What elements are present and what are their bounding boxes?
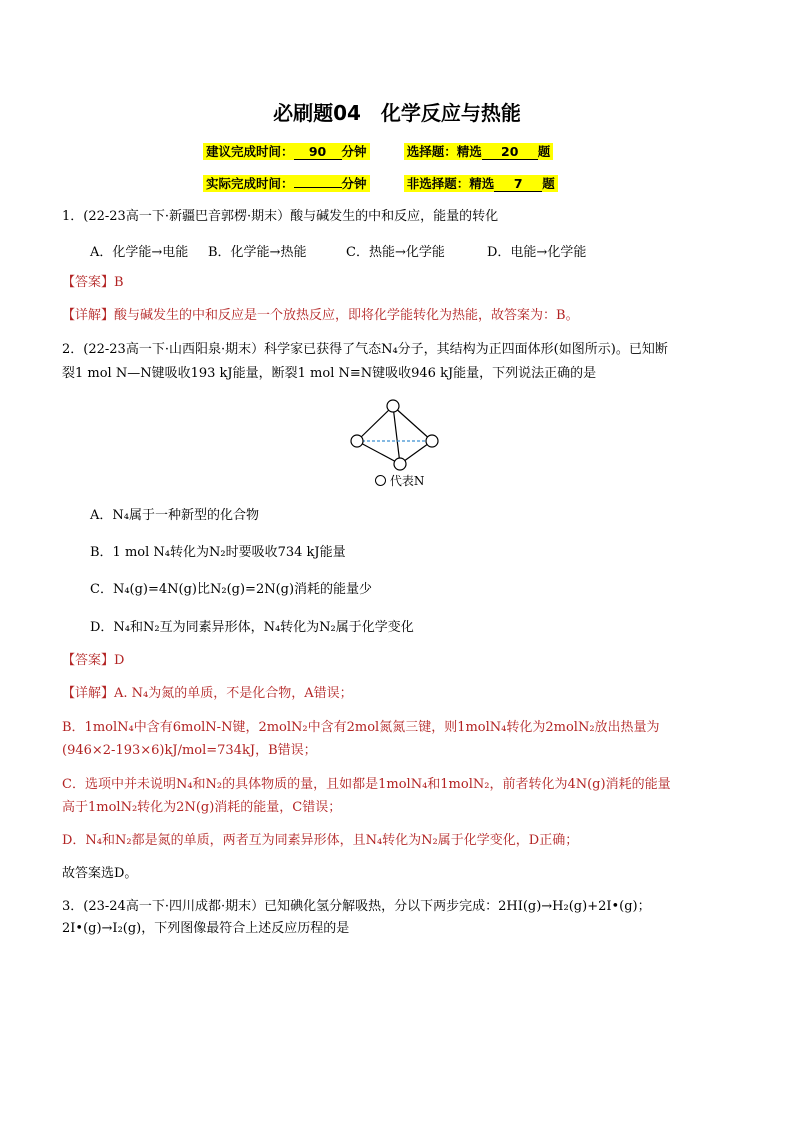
nitrogen-atom xyxy=(387,400,399,412)
q1-answer xyxy=(62,273,124,293)
time-row-actual xyxy=(203,173,558,192)
time-row-suggested xyxy=(203,141,553,160)
q2-detail-conclusion: 故答案选D。 xyxy=(62,866,138,881)
actual-minutes xyxy=(294,187,342,188)
q1-option-a: A．化学能→电能 xyxy=(90,245,189,260)
q2-detail-label: 【详解】 xyxy=(62,686,115,701)
page-title: 必刷题04 化学反应与热能 xyxy=(273,101,521,125)
q2-detail-a: A. N₄为氮的单质，不是化合物，A错误； xyxy=(114,686,353,701)
nonchoice-label: 非选择题：精选 xyxy=(406,176,495,191)
choice-count: 20 xyxy=(482,144,538,160)
figure-legend xyxy=(375,472,424,489)
q1-detail-text: 酸与碱发生的中和反应是一个放热反应，即将化学能转化为热能，故答案为：B。 xyxy=(114,308,579,323)
bond-line xyxy=(393,406,400,464)
nitrogen-atom xyxy=(394,458,406,470)
choice-unit: 题 xyxy=(537,144,551,159)
q2-detail-line-a xyxy=(62,684,353,704)
q2-option-a: A．N₄属于一种新型的化合物 xyxy=(90,508,259,523)
q2-detail-c2: 高于1molN₂转化为2N(g)消耗的能量，C错误； xyxy=(62,800,342,815)
q1-option-b: B．化学能→热能 xyxy=(208,245,307,260)
q2-option-c: C．N₄(g)=4N(g)比N₂(g)=2N(g)消耗的能量少 xyxy=(90,582,373,597)
q2-answer xyxy=(62,651,124,671)
q2-answer-label: 【答案】 xyxy=(62,653,115,668)
atom-legend-icon xyxy=(375,475,386,486)
q1-detail-label: 【详解】 xyxy=(62,308,115,323)
q2-option-b: B．1 mol N₄转化为N₂时要吸收734 kJ能量 xyxy=(90,545,346,560)
actual-unit: 分钟 xyxy=(341,176,367,191)
q2-stem-line2: 裂1 mol N—N键吸收193 kJ能量，断裂1 mol N≡N键吸收946 kJ能量，下列说法正确的是 xyxy=(62,366,597,381)
figure-caption: 代表N xyxy=(389,474,425,488)
q2-detail-b2: (946×2-193×6)kJ/mol=734kJ，B错误； xyxy=(62,743,317,758)
q1-option-d: D．电能→化学能 xyxy=(487,245,587,260)
q1-answer-value: B xyxy=(114,275,124,290)
nonchoice-unit: 题 xyxy=(542,176,555,191)
q2-stem-line1: 2．(22-23高一下·山西阳泉·期末）科学家已获得了气态N₄分子，其结构为正四面体形(如图所示)。已知断 xyxy=(62,342,668,357)
nonchoice-count: 7 xyxy=(494,176,542,192)
q3-stem-line1: 3．(23-24高一下·四川成都·期末）已知碘化氢分解吸热，分以下两步完成：2HI(g)→H₂(g)+2I•(g)； xyxy=(62,899,651,914)
nitrogen-atom xyxy=(426,435,438,447)
q2-detail-b1: B．1molN₄中含有6molN-N键，2molN₂中含有2mol氮氮三键，则1molN₄转化为2molN₂放出热量为 xyxy=(62,720,660,735)
q2-detail-d: D．N₄和N₂都是氮的单质，两者互为同素异形体，且N₄转化为N₂属于化学变化，D正确； xyxy=(62,833,579,848)
suggested-minutes: 90 xyxy=(294,144,342,160)
bond-line xyxy=(357,441,400,464)
q3-stem-line2: 2I•(g)→I₂(g)，下列图像最符合上述反应历程的是 xyxy=(62,921,350,936)
bond-line xyxy=(357,406,393,441)
q2-detail-c1: C．选项中并未说明N₄和N₂的具体物质的量，且如都是1molN₄和1molN₂，前者转化为4N(g)消耗的能量 xyxy=(62,777,671,792)
q1-detail xyxy=(62,306,579,326)
q2-answer-value: D xyxy=(114,653,125,668)
q2-option-d: D．N₄和N₂互为同素异形体，N₄转化为N₂属于化学变化 xyxy=(90,620,414,635)
bond-line xyxy=(393,406,432,441)
suggested-time-label: 建议完成时间： xyxy=(206,144,294,159)
actual-time-label: 实际完成时间： xyxy=(206,176,294,191)
choice-label: 选择题：精选 xyxy=(406,144,482,159)
q1-option-c: C．热能→化学能 xyxy=(346,245,445,260)
q1-stem: 1．(22-23高一下·新疆巴音郭楞·期末）酸与碱发生的中和反应，能量的转化 xyxy=(62,209,499,224)
suggested-unit: 分钟 xyxy=(341,144,367,159)
q1-answer-label: 【答案】 xyxy=(62,275,115,290)
nitrogen-atom xyxy=(351,435,363,447)
